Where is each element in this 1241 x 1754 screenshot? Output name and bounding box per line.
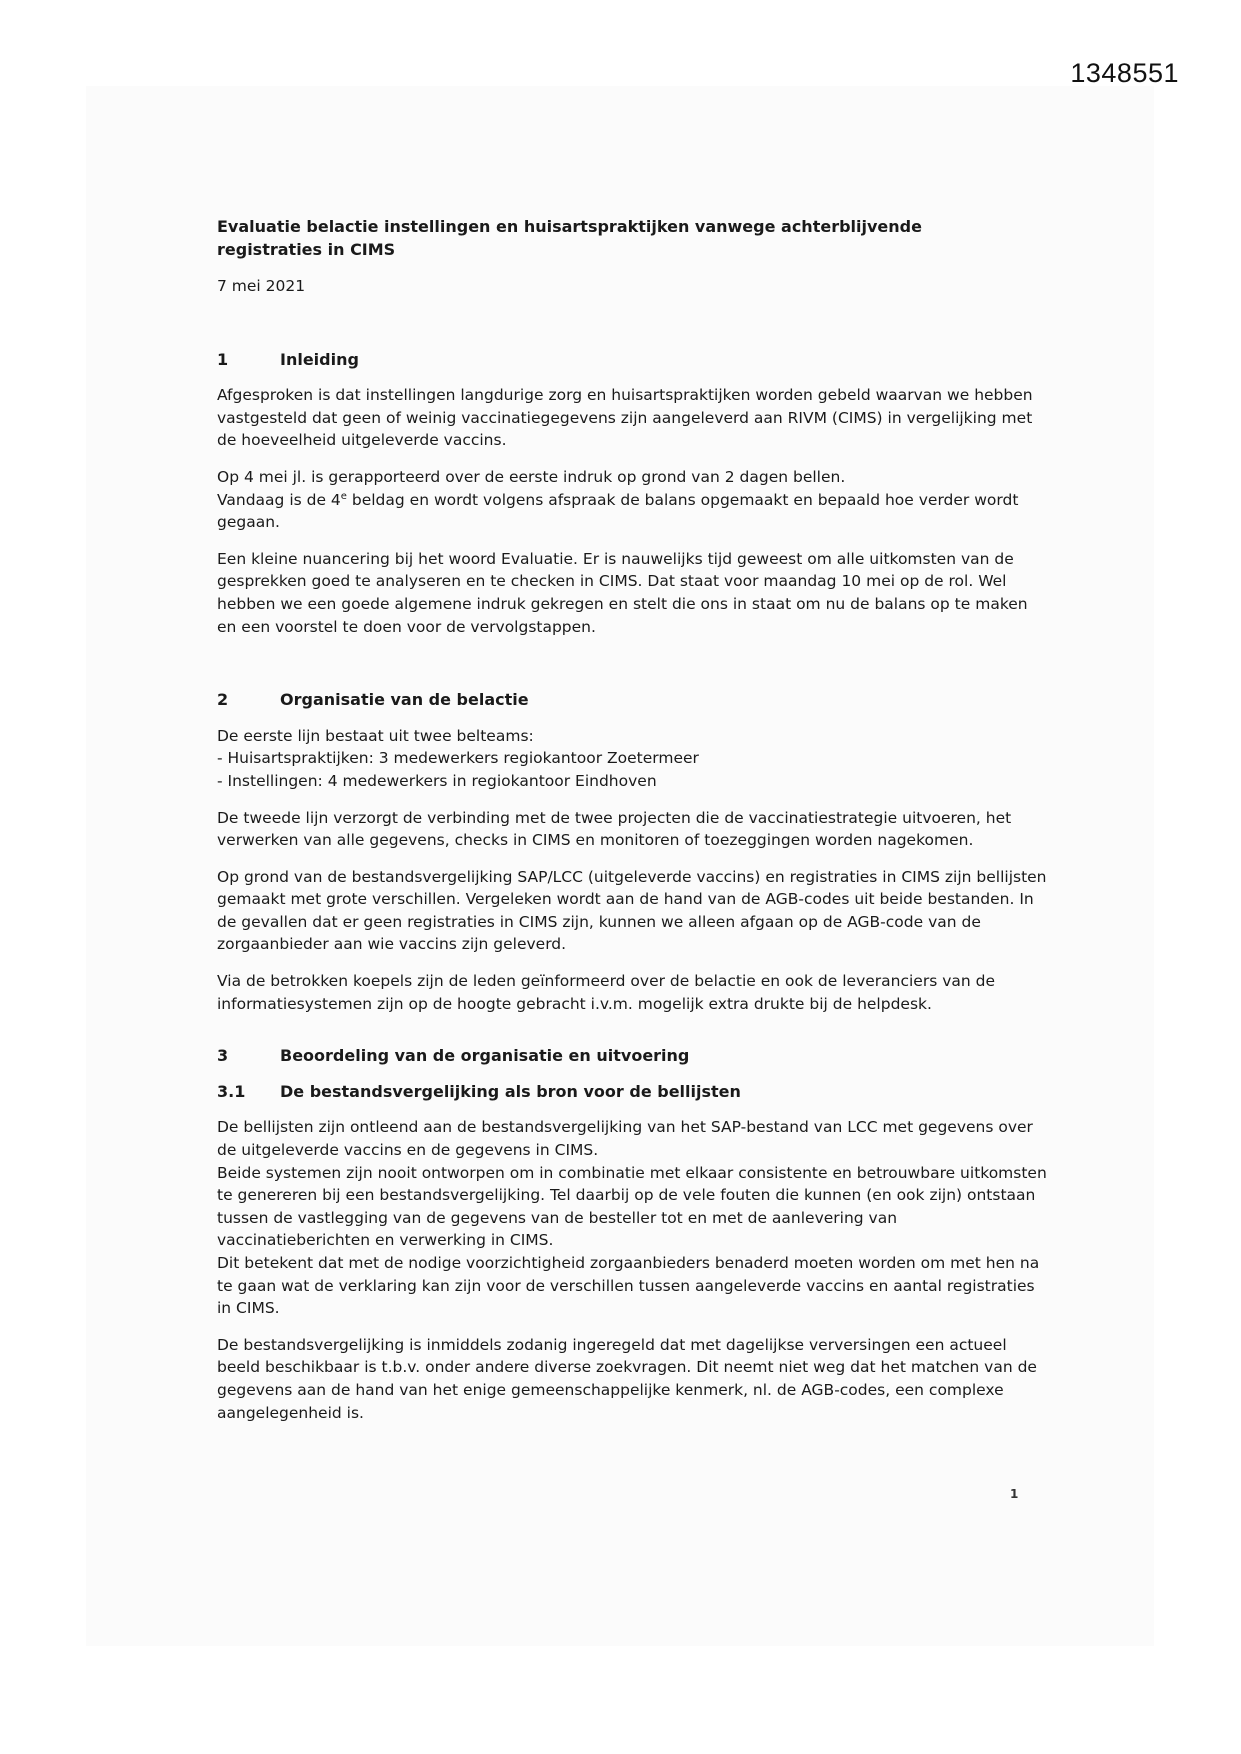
section-number: 1 <box>217 349 229 369</box>
superscript: e <box>340 490 347 502</box>
paragraph: Een kleine nuancering bij het woord Evaluatie. Er is nauwelijks tijd geweest om alle uitkomsten van de gesprekken goed te analyseren en te checken in CIMS. Dat staat voor maandag 10 mei op de rol. Wel hebben we een goede algemene indruk gekregen en stelt die ons in staat om nu de balans op te maken en een voorstel te doen voor de vervolgstappen. <box>217 549 1028 636</box>
section-1-heading <box>217 349 1047 372</box>
paragraph <box>217 1116 1047 1319</box>
paragraph-line: beldag en wordt volgens afspraak de balans opgemaakt en bepaald hoe verder wordt gegaan. <box>217 490 1019 532</box>
subsection-3-1-heading <box>217 1081 1047 1104</box>
page-number: 1 <box>1010 1487 1019 1501</box>
section-number: 2 <box>217 690 229 710</box>
section-3-heading <box>217 1045 1047 1068</box>
paragraph: Afgesproken is dat instellingen langdurige zorg en huisartspraktijken worden gebeld waarvan we hebben vastgesteld dat geen of weinig vaccinatiegegevens zijn aangeleverd aan RIVM (CIMS) in vergelijking met de hoeveelheid uitgeleverde vaccins. <box>217 386 1033 450</box>
paragraph: Via de betrokken koepels zijn de leden geïnformeerd over de belactie en ook de leveranciers van de informatiesystemen zijn op de hoogte gebracht i.v.m. mogelijk extra drukte bij de helpdesk. <box>217 972 996 1013</box>
paragraph: De tweede lijn verzorgt de verbinding met de twee projecten die de vaccinatiestrategie uitvoeren, het verwerken van alle gegevens, checks in CIMS en monitoren of toezeggingen worden nagekomen. <box>217 808 1012 850</box>
list-item: - Huisartspraktijken: 3 medewerkers regiokantoor Zoetermeer <box>217 749 699 768</box>
paragraph <box>217 725 1047 793</box>
paragraph: Op grond van de bestandsvergelijking SAP/LCC (uitgeleverde vaccins) en registraties in CIMS zijn bellijsten gemaakt met grote verschillen. Vergeleken wordt aan de hand van de AGB-codes uit beide bestanden. In de gevallen dat er geen registraties in CIMS zijn, kunnen we alleen afgaan op de AGB-code van de zorgaanbieder aan wie vaccins zijn geleverd. <box>217 867 1047 954</box>
paragraph-line: Op 4 mei jl. is gerapporteerd over de eerste indruk op grond van 2 dagen bellen. <box>217 467 846 486</box>
paragraph-line: De eerste lijn bestaat uit twee belteams: <box>217 726 534 745</box>
paragraph <box>217 466 1047 534</box>
document-title: Evaluatie belactie instellingen en huisartspraktijken vanwege achterblijvende registraties in CIMS <box>217 217 922 259</box>
list-item: - Instellingen: 4 medewerkers in regiokantoor Eindhoven <box>217 771 657 790</box>
document-id: 1348551 <box>1070 58 1179 88</box>
section-title: Inleiding <box>280 349 359 369</box>
section-title: Beoordeling van de organisatie en uitvoering <box>280 1046 690 1066</box>
paragraph-line: Vandaag is de 4 <box>217 490 341 509</box>
subsection-number: 3.1 <box>217 1081 246 1101</box>
section-number: 3 <box>217 1046 229 1066</box>
subsection-title: De bestandsvergelijking als bron voor de bellijsten <box>280 1081 741 1101</box>
paragraph: De bestandsvergelijking is inmiddels zodanig ingeregeld dat met dagelijkse verversingen een actueel beeld beschikbaar is t.b.v. onder andere diverse zoekvragen. Dit neemt niet weg dat het matchen van de gegevens aan de hand van het enige gemeenschappelijke kenmerk, nl. de AGB-codes, een complexe aangelegenheid is. <box>217 1335 1037 1422</box>
section-title: Organisatie van de belactie <box>280 690 529 710</box>
paragraph-line: Beide systemen zijn nooit ontworpen om in combinatie met elkaar consistente en betrouwbare uitkomsten te genereren bij een bestandsvergelijking. Tel daarbij op de vele fouten die kunnen (en ook zijn) ontstaan tussen de vastlegging van de gegevens van de besteller tot en met de aanlevering van vaccinatieberichten en verwerking in CIMS. <box>217 1163 1047 1250</box>
section-2-heading <box>217 689 1047 712</box>
paragraph-line: Dit betekent dat met de nodige voorzichtigheid zorgaanbieders benaderd moeten worden om met hen na te gaan wat de verklaring kan zijn voor de verschillen tussen aangeleverde vaccins en aantal registraties in CIMS. <box>217 1254 1040 1318</box>
paragraph-line: De bellijsten zijn ontleend aan de bestandsvergelijking van het SAP-bestand van LCC met gegevens over de uitgeleverde vaccins en de gegevens in CIMS. <box>217 1118 1033 1160</box>
document-body <box>217 215 1047 1424</box>
document-date: 7 mei 2021 <box>217 277 306 295</box>
